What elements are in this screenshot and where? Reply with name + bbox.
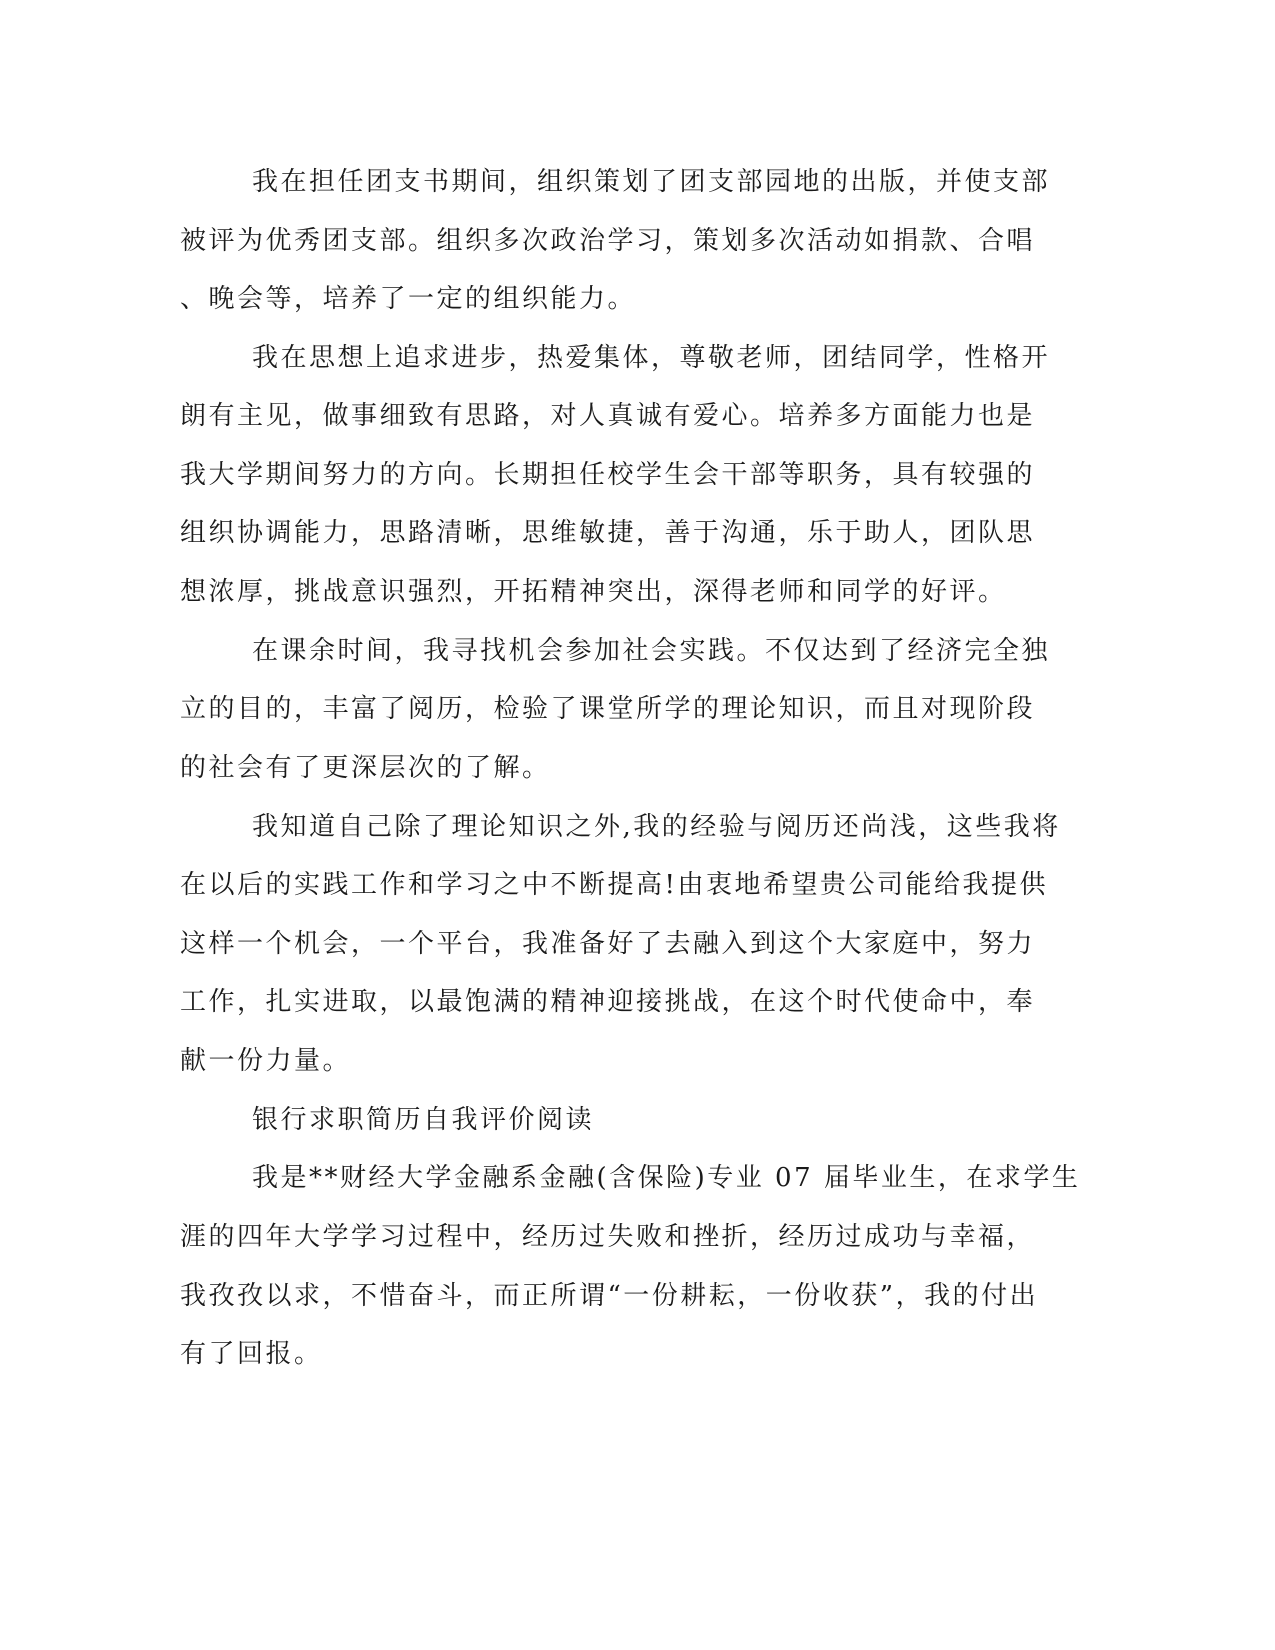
paragraph-4-line-3: 这样一个机会，一个平台，我准备好了去融入到这个大家庭中，努力 xyxy=(180,929,1036,959)
paragraph-5-line-4: 有了回报。 xyxy=(180,1339,323,1369)
paragraph-2-line-5: 想浓厚，挑战意识强烈，开拓精神突出，深得老师和同学的好评。 xyxy=(180,577,1007,607)
paragraph-1-line-1: 我在担任团支书期间，组织策划了团支部园地的出版，并使支部 xyxy=(252,167,1051,197)
paragraph-5-line-1: 我是**财经大学金融系金融(含保险)专业 07 届毕业生，在求学生 xyxy=(252,1163,1081,1193)
paragraph-2-line-4: 组织协调能力，思路清晰，思维敏捷，善于沟通，乐于助人，团队思 xyxy=(180,518,1036,548)
paragraph-4-line-2: 在以后的实践工作和学习之中不断提高!由衷地希望贵公司能给我提供 xyxy=(180,870,1048,900)
paragraph-3-line-3: 的社会有了更深层次的了解。 xyxy=(180,753,551,783)
paragraph-5-line-2: 涯的四年大学学习过程中，经历过失败和挫折，经历过成功与幸福， xyxy=(180,1222,1036,1252)
paragraph-2-line-1: 我在思想上追求进步，热爱集体，尊敬老师，团结同学，性格开 xyxy=(252,343,1051,373)
paragraph-1-line-3: 、晚会等，培养了一定的组织能力。 xyxy=(180,284,637,314)
paragraph-2-line-3: 我大学期间努力的方向。长期担任校学生会干部等职务，具有较强的 xyxy=(180,460,1036,490)
paragraph-4-line-1: 我知道自己除了理论知识之外,我的经验与阅历还尚浅，这些我将 xyxy=(252,812,1061,842)
paragraph-4-line-4: 工作，扎实进取，以最饱满的精神迎接挑战，在这个时代使命中，奉 xyxy=(180,987,1036,1017)
paragraph-4-line-5: 献一份力量。 xyxy=(180,1046,352,1076)
paragraph-5-line-3: 我孜孜以求，不惜奋斗，而正所谓“一份耕耘，一份收获”，我的付出 xyxy=(180,1281,1039,1311)
paragraph-3-line-1: 在课余时间，我寻找机会参加社会实践。不仅达到了经济完全独 xyxy=(252,636,1051,666)
paragraph-2-line-2: 朗有主见，做事细致有思路，对人真诚有爱心。培养多方面能力也是 xyxy=(180,401,1036,431)
section-heading: 银行求职简历自我评价阅读 xyxy=(252,1105,595,1135)
paragraph-1-line-2: 被评为优秀团支部。组织多次政治学习，策划多次活动如捐款、合唱 xyxy=(180,226,1036,256)
paragraph-3-line-2: 立的目的，丰富了阅历，检验了课堂所学的理论知识，而且对现阶段 xyxy=(180,694,1036,724)
